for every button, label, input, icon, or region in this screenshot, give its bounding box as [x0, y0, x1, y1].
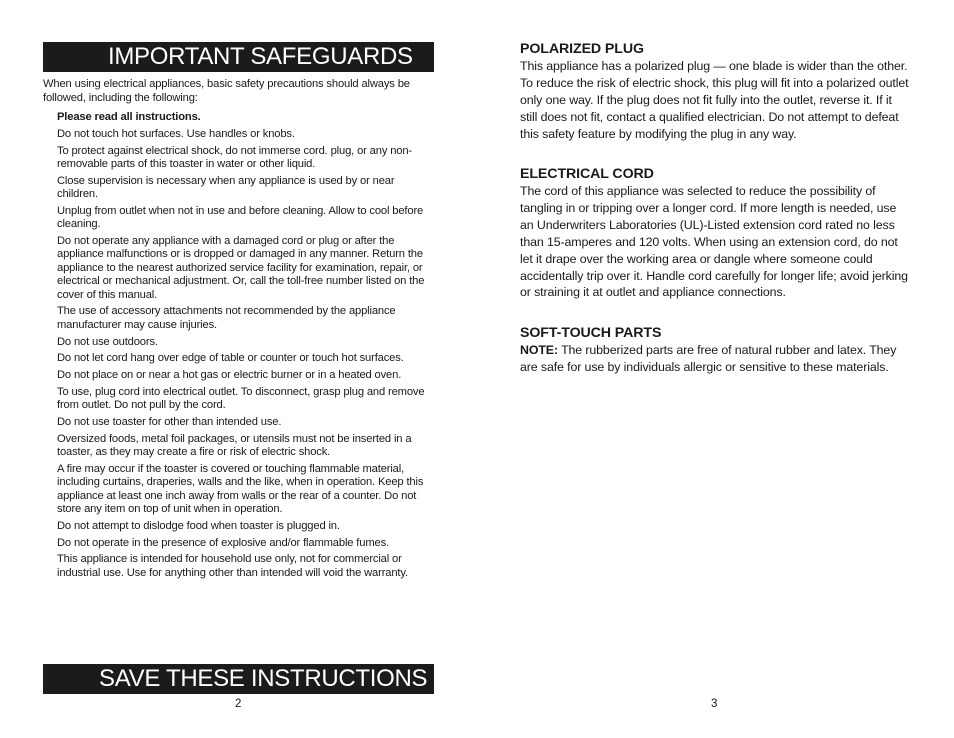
section-body: This appliance has a polarized plug — one blade is wider than the other. To reduce the risk of electric shock, this plug will fit into a polarized outlet only one way. If the plug does not fit fully into the outlet, reverse it. If it still does not fit, contact a qualified electrician. Do not attempt to defeat this safety feature by modifying the plug in any way. — [520, 59, 909, 141]
list-item: Unplug from outlet when not in use and before cleaning. Allow to cool before cleaning. — [57, 204, 424, 231]
soft-touch-parts-section — [520, 325, 912, 376]
list-item: Please read all instructions. — [57, 111, 201, 123]
electrical-cord-section — [520, 166, 912, 301]
list-item: To use, plug cord into electrical outlet. To disconnect, grasp plug and remove from outlet. Do not pull by the cord. — [57, 385, 425, 412]
section-heading: SOFT-TOUCH PARTS — [520, 325, 662, 341]
page-number-left: 2 — [235, 698, 242, 710]
page-number-right: 3 — [711, 698, 718, 710]
save-instructions-banner — [43, 664, 434, 694]
list-item: This appliance is intended for household use only, not for commercial or industrial use. Use for anything other than intended will void the warranty. — [57, 553, 408, 579]
safeguards-title: IMPORTANT SAFEGUARDS — [108, 43, 413, 70]
section-body — [520, 342, 912, 376]
list-item: To protect against electrical shock, do not immerse cord. plug, or any non-removable parts of this toaster in water or other liquid. — [57, 144, 413, 170]
list-item: Do not attempt to dislodge food when toaster is plugged in. — [57, 519, 340, 532]
list-item: Do not touch hot surfaces. Use handles or knobs. — [57, 127, 295, 140]
section-heading: POLARIZED PLUG — [520, 41, 644, 57]
list-item: Oversized foods, metal foil packages, or utensils must not be inserted in a toaster, as they may create a fire or risk of electric shock. — [57, 432, 412, 459]
list-item: Do not use toaster for other than intended use. — [57, 415, 282, 428]
list-item: Do not operate any appliance with a damaged cord or plug or after the appliance malfunctions or is dropped or damaged in any manner. Return the appliance to the nearest authorized service facility for examination, repair, or electrical or mechanical adjustment. Or, call the toll-free number listed on the cover of this manual. — [57, 234, 425, 301]
safeguards-list — [57, 111, 434, 583]
list-item: Do not place on or near a hot gas or electric burner or in a heated oven. — [57, 369, 402, 381]
list-item: Do not let cord hang over edge of table or counter or touch hot surfaces. — [57, 352, 404, 365]
list-item: The use of accessory attachments not recommended by the appliance manufacturer may cause injuries. — [57, 305, 396, 331]
safeguards-intro: When using electrical appliances, basic safety precautions should always be followed, including the following: — [43, 78, 410, 104]
list-item: Do not use outdoors. — [57, 335, 158, 348]
section-body: The cord of this appliance was selected to reduce the possibility of tangling in or tripping over a longer cord. If more length is needed, use an Underwriters Laboratories (UL)-Listed extension cord rated no less than 15-amperes and 120 volts. When using an extension cord, do not let it drape over the working area or dangle where someone could accidentally trip over it. Handle cord carefully for longer life; avoid jerking or straining it at outlet and appliance connections. — [520, 184, 908, 300]
section-heading: ELECTRICAL CORD — [520, 166, 654, 182]
list-item: Close supervision is necessary when any appliance is used by or near children. — [57, 174, 395, 201]
note-text: The rubberized parts are free of natural rubber and latex. They are safe for use by individuals allergic or sensitive to these materials. — [520, 343, 897, 374]
list-item: Do not operate in the presence of explosive and/or flammable fumes. — [57, 536, 389, 549]
note-label: NOTE: — [520, 343, 558, 357]
safeguards-title-banner — [43, 42, 434, 72]
polarized-plug-section — [520, 41, 912, 143]
list-item: A fire may occur if the toaster is covered or touching flammable material, including curtains, draperies, walls and the like, when in operation. Keep this appliance at least one inch away from walls or the rear of a counter. Do not store any item on top of unit when in operation. — [57, 462, 424, 516]
save-instructions-title: SAVE THESE INSTRUCTIONS — [99, 665, 428, 692]
